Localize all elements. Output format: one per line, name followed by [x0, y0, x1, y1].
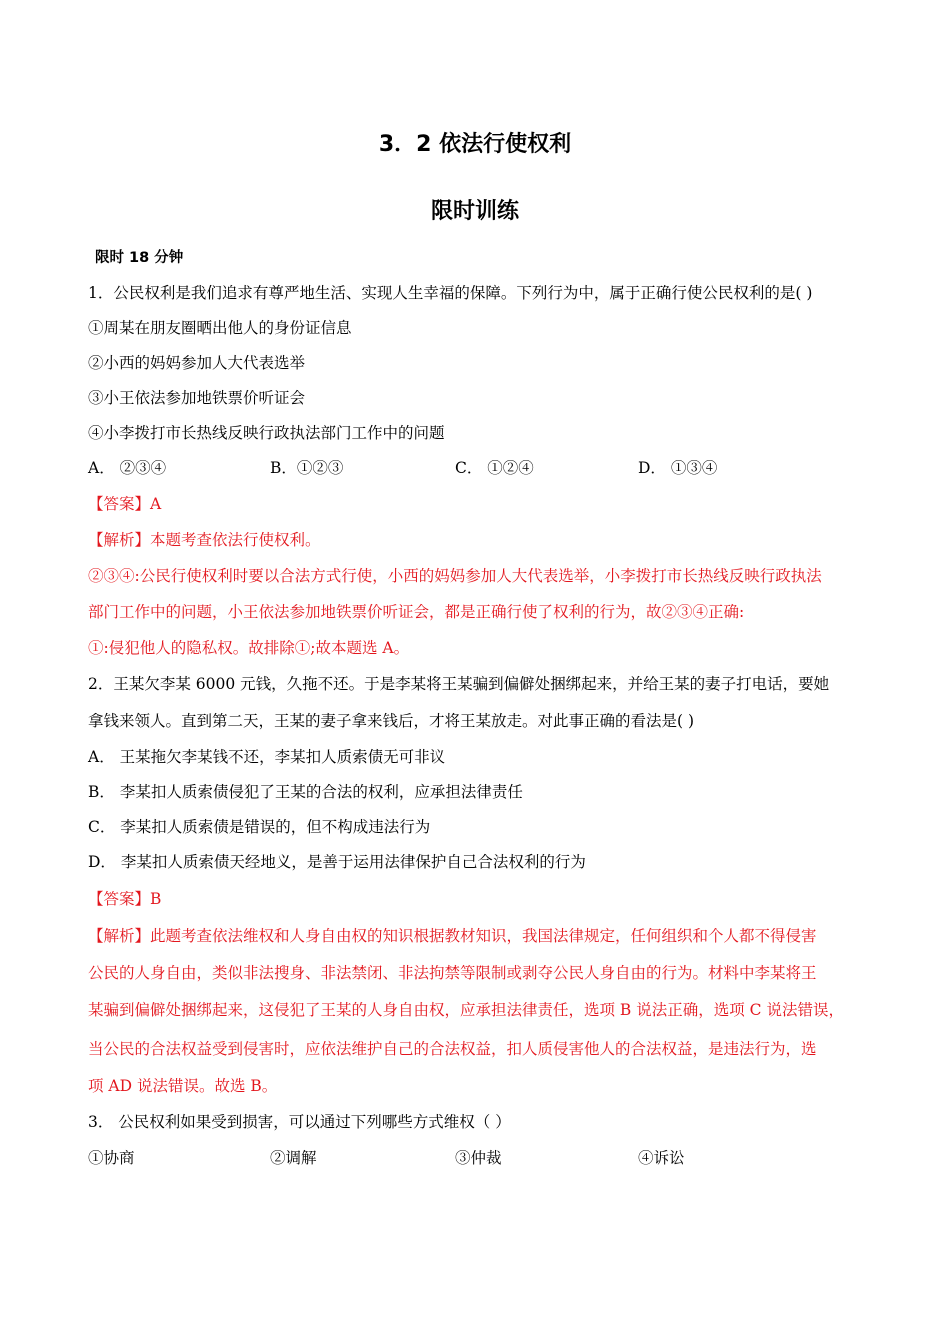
q1-analysis-line: 部门工作中的问题，小王依法参加地铁票价听证会，都是正确行使了权利的行为，故②③④正确: [88, 603, 745, 621]
q3-item: ④诉讼 [638, 1149, 685, 1167]
q1-answer: 【答案】A [88, 495, 162, 513]
q2-analysis-line: 【解析】此题考查依法维权和人身自由权的知识根据教材知识，我国法律规定，任何组织和个人都不得侵害 [88, 927, 817, 945]
q1-item: ①周某在朋友圈晒出他人的身份证信息 [88, 319, 352, 337]
q1-item: ②小西的妈妈参加人大代表选举 [88, 354, 306, 372]
q1-analysis-line: ②③④:公民行使权利时要以合法方式行使，小西的妈妈参加人大代表选举，小李拨打市长热线反映行政执法 [88, 567, 822, 585]
q3-item: ②调解 [270, 1149, 317, 1167]
q2-analysis-line: 某骗到偏僻处捆绑起来，这侵犯了王某的人身自由权，应承担法律责任，选项 B 说法正确，选项 C 说法错误， [88, 1001, 844, 1019]
q1-option-b: B．①②③ [270, 459, 344, 477]
q2-stem-line: 拿钱来领人。直到第二天，王某的妻子拿来钱后，才将王某放走。对此事正确的看法是( ) [88, 712, 695, 730]
q3-item: ①协商 [88, 1149, 135, 1167]
q2-analysis-line: 项 AD 说法错误。故选 B。 [88, 1077, 278, 1095]
q2-option-c: C． 李某扣人质索债是错误的，但不构成违法行为 [88, 818, 431, 836]
q2-option-d: D． 李某扣人质索债天经地义，是善于运用法律保护自己合法权利的行为 [88, 853, 586, 871]
q2-option-a: A． 王某拖欠李某钱不还，李某扣人质索债无可非议 [88, 748, 446, 766]
q2-option-b: B． 李某扣人质索债侵犯了王某的合法的权利，应承担法律责任 [88, 783, 523, 801]
q1-analysis-line: 【解析】本题考查依法行使权利。 [88, 531, 321, 549]
q3-item: ③仲裁 [455, 1149, 502, 1167]
page-title: 3．2 依法行使权利 [378, 132, 572, 157]
q1-stem: 1．公民权利是我们追求有尊严地生活、实现人生幸福的保障。下列行为中，属于正确行使公民权利的是( ) [88, 284, 813, 302]
q1-item: ④小李拨打市长热线反映行政执法部门工作中的问题 [88, 424, 445, 442]
q1-analysis-line: ①:侵犯他人的隐私权。故排除①;故本题选 A。 [88, 639, 410, 657]
q1-item: ③小王依法参加地铁票价听证会 [88, 389, 306, 407]
q1-option-d: D． ①③④ [638, 459, 718, 477]
q2-answer: 【答案】B [88, 890, 162, 908]
q1-option-a: A． ②③④ [88, 459, 167, 477]
page-subtitle: 限时训练 [430, 199, 519, 224]
q2-analysis-line: 当公民的合法权益受到侵害时，应依法维护自己的合法权益，扣人质侵害他人的合法权益，是违法行为，选 [88, 1040, 817, 1058]
q1-option-c: C． ①②④ [455, 459, 534, 477]
time-limit: 限时 18 分钟 [95, 250, 184, 266]
q2-stem-line: 2．王某欠李某 6000 元钱，久拖不还。于是李某将王某骗到偏僻处捆绑起来，并给王某的妻子打电话，要她 [88, 675, 830, 693]
q2-analysis-line: 公民的人身自由，类似非法搜身、非法禁闭、非法拘禁等限制或剥夺公民人身自由的行为。材料中李某将王 [88, 964, 817, 982]
q3-stem: 3． 公民权利如果受到损害，可以通过下列哪些方式维权（ ） [88, 1113, 511, 1131]
